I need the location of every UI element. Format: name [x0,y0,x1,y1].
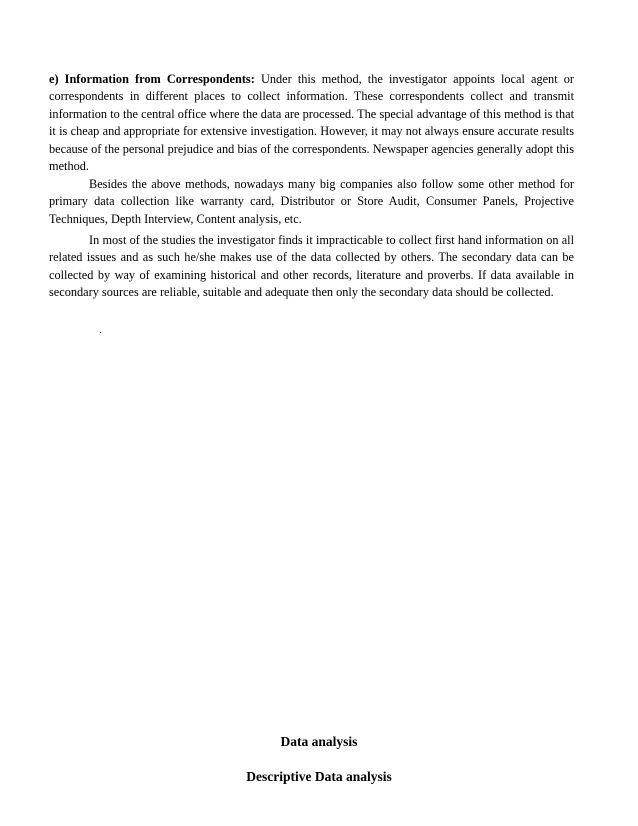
paragraph-lead-heading: e) Information from Correspondents: [49,72,255,86]
paragraph-other-methods-text: Besides the above methods, nowadays many big companies also follow some other method for primary data collection like warranty card, Distributor or Store Audit, Consumer Panels, Projective Techniques, Depth Interview, Content analysis, etc. [49,177,574,226]
paragraph-secondary-data [49,232,574,302]
paragraph-body-text: Under this method, the investigator appoints local agent or correspondents in different places to collect information. These correspondents collect and transmit information to the central office where the data are processed. The special advantage of this method is that it is cheap and appropriate for extensive investigation. However, it may not always ensure accurate results because of the personal prejudice and bias of the correspondents. Newspaper agencies generally adopt this method. [49,72,575,174]
stray-period-mark: . [99,322,102,336]
heading-data-analysis: Data analysis [280,734,358,749]
paragraph-other-methods [49,176,574,228]
paragraph-secondary-data-text: In most of the studies the investigator finds it impracticable to collect first hand information on all related issues and as such he/she makes use of the data collected by others. The secondary data can be collected by way of examining historical and other records, literature and proverbs. If data available in secondary sources are reliable, suitable and adequate then only the secondary data should be collected. [49,233,574,300]
heading-descriptive-data-analysis: Descriptive Data analysis [246,769,392,784]
paragraph-correspondents [49,71,574,175]
